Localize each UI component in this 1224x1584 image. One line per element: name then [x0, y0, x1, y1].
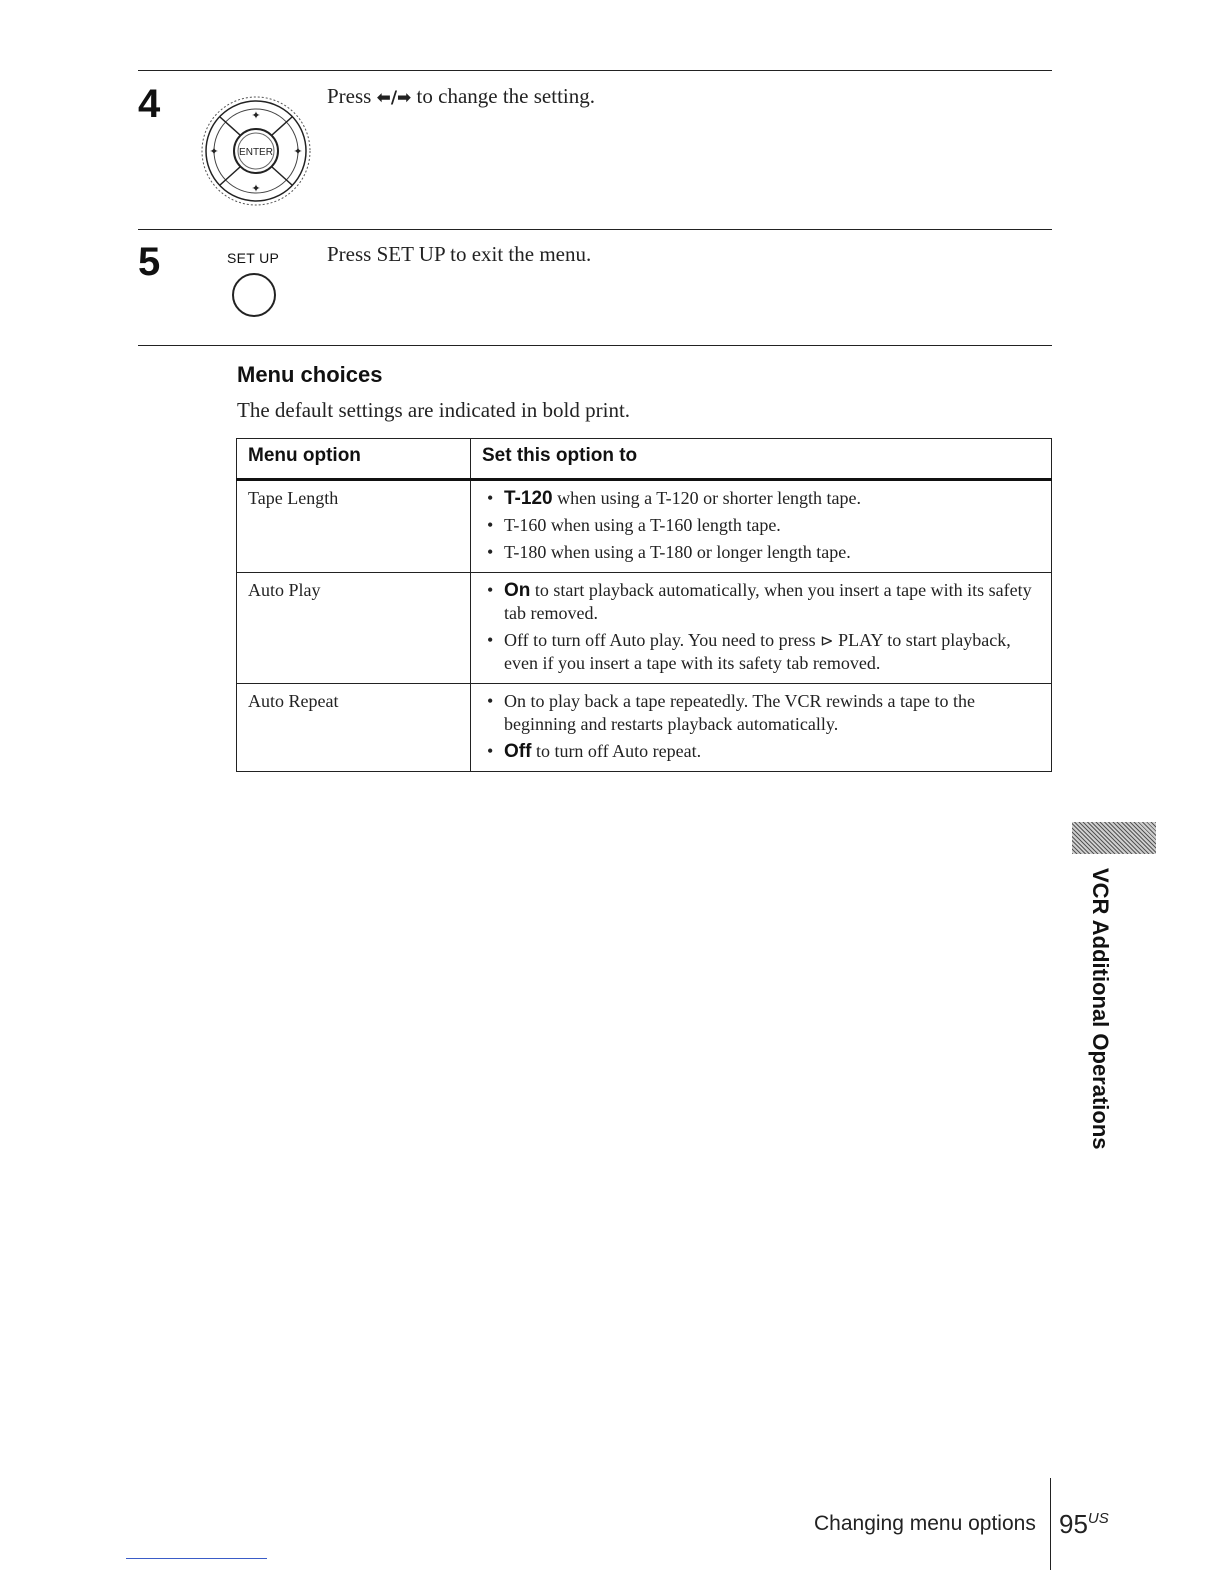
choices-cell: [471, 573, 1052, 684]
choice-text: to turn off Auto repeat.: [531, 741, 702, 761]
table-row: [237, 480, 1052, 573]
step-5-top-rule: [138, 229, 1052, 230]
choice-text-continued: PLAY to start playback, even if you insert a tape with its safety tab removed.: [504, 630, 1011, 673]
table-row: [237, 684, 1052, 772]
play-icon: ⊳: [820, 631, 834, 650]
left-right-arrows-icon: ⬅/➡: [376, 88, 412, 108]
choices-cell: [471, 684, 1052, 772]
section-intro: The default settings are indicated in bold print.: [237, 398, 631, 422]
option-auto-repeat: Auto Repeat: [237, 684, 471, 772]
footer-divider: [1050, 1478, 1051, 1570]
choice-text: when using a T-160 length tape.: [546, 515, 781, 535]
page-number: [1059, 1509, 1109, 1540]
list-item: [482, 514, 1041, 537]
side-tab-marker: [1072, 822, 1156, 854]
setup-button-icon: [232, 273, 276, 317]
step-4-number: 4: [138, 82, 161, 126]
side-tab-label: VCR Additional Operations: [1088, 868, 1113, 1150]
list-item: [482, 579, 1041, 625]
step-5-bottom-rule: [138, 345, 1052, 346]
choice-keyword: T-160: [504, 515, 547, 535]
svg-text:✦: ✦: [209, 145, 219, 158]
option-tape-length: Tape Length: [237, 480, 471, 573]
list-item: [482, 690, 1041, 736]
list-item: [482, 740, 1041, 763]
blue-divider: [126, 1558, 267, 1559]
step-4-top-rule: [138, 70, 1052, 71]
header-set-option: Set this option to: [471, 439, 1052, 480]
step-4-text-before: Press: [327, 84, 377, 108]
choice-keyword: Off: [504, 630, 529, 650]
choice-text: to start playback automatically, when you insert a tape with its safety tab removed.: [504, 580, 1032, 623]
step-4-instruction: [327, 84, 595, 109]
menu-choices-table: [236, 438, 1052, 772]
dpad-enter-icon: [198, 95, 314, 207]
list-item: [482, 541, 1041, 564]
dpad-enter-label: ENTER: [239, 147, 273, 158]
choice-text: to play back a tape repeatedly. The VCR rewinds a tape to the beginning and restarts playback automatically.: [504, 691, 976, 734]
section-title: Menu choices: [237, 362, 383, 387]
svg-text:✦: ✦: [251, 182, 261, 195]
list-item: [482, 487, 1041, 510]
footer-section-name: Changing menu options: [814, 1512, 1036, 1535]
choice-keyword: T-120: [504, 488, 553, 509]
choice-keyword: Off: [504, 741, 532, 762]
page-number-value: 95: [1059, 1509, 1088, 1539]
step-5-instruction: Press SET UP to exit the menu.: [327, 242, 592, 266]
page-number-suffix: US: [1087, 1510, 1109, 1527]
setup-button-label: SET UP: [227, 250, 280, 266]
svg-text:✦: ✦: [251, 109, 261, 122]
option-auto-play: Auto Play: [237, 573, 471, 684]
header-menu-option: Menu option: [237, 439, 471, 480]
step-5-number: 5: [138, 240, 161, 284]
list-item: [482, 629, 1041, 675]
choice-text: when using a T-120 or shorter length tape.: [552, 488, 862, 508]
table-header-row: [237, 439, 1052, 480]
choice-keyword: On: [504, 580, 531, 601]
choice-keyword: On: [504, 691, 526, 711]
table-row: [237, 573, 1052, 684]
choice-text: when using a T-180 or longer length tape.: [546, 542, 851, 562]
choice-keyword: T-180: [504, 542, 547, 562]
svg-text:✦: ✦: [293, 145, 303, 158]
choice-text: to turn off Auto play. You need to press: [528, 630, 821, 650]
choices-cell: [471, 480, 1052, 573]
step-4-text-after: to change the setting.: [411, 84, 595, 108]
